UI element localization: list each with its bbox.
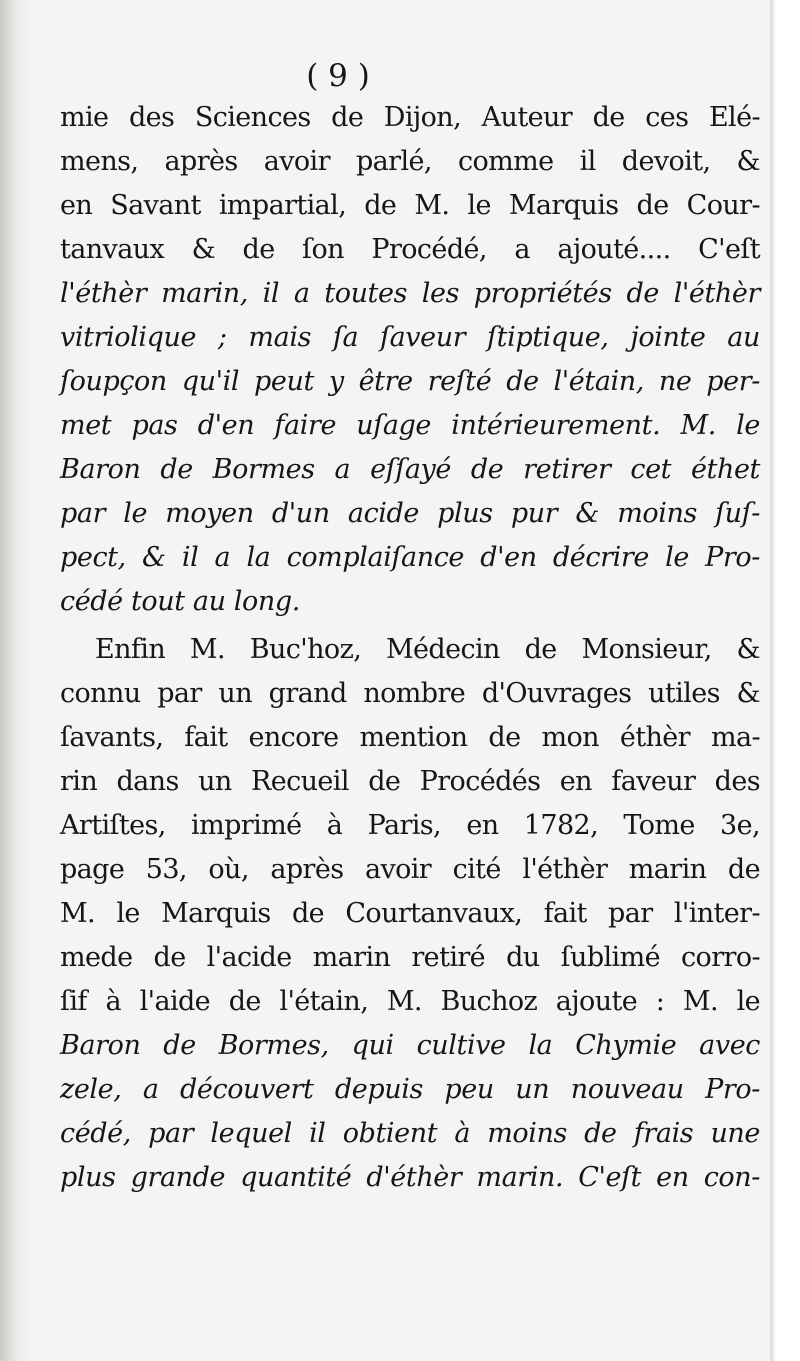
text-line: cédé, par lequel il obtient à moins de frais une [60,1118,760,1149]
text-line: connu par un grand nombre d'Ouvrages utiles & [60,678,760,709]
text-line: page 53, où, après avoir cité l'éthèr marin de [60,854,760,885]
text-line: rin dans un Recueil de Procédés en faveur des [60,766,760,797]
text-line: ſavants, fait encore mention de mon éthèr ma- [60,722,760,753]
text-line: tanvaux & de ſon Procédé, a ajouté.... C'eſt [60,234,760,265]
text-line: M. le Marquis de Courtanvaux, fait par l'inter- [60,898,760,929]
text-line: mede de l'acide marin retiré du ſublimé corro- [60,942,760,973]
page-number: ( 9 ) [306,58,370,94]
text-line: mens, après avoir parlé, comme il devoit, & [60,146,760,177]
text-line: Baron de Bormes, qui cultive la Chymie avec [60,1030,760,1061]
text-line: en Savant impartial, de M. le Marquis de Cour- [60,190,760,221]
text-line: pect, & il a la complaiſance d'en décrire le Pro- [60,542,760,573]
text-line: Artiſtes, imprimé à Paris, en 1782, Tome 3e, [60,810,760,841]
text-line: mie des Sciences de Dijon, Auteur de ces Elé- [60,102,760,133]
text-line: Baron de Bormes a eſſayé de retirer cet éthet [60,454,760,485]
text-line: l'éthèr marin, il a toutes les propriétés de l'éthèr [60,278,760,309]
page-edge [770,0,800,1361]
text-line: par le moyen d'un acide plus pur & moins ſuſ- [60,498,760,529]
text-line: met pas d'en faire uſage intérieurement. M. le [60,410,760,441]
text-line: ſif à l'aide de l'étain, M. Buchoz ajoute : M. le [60,986,760,1017]
paragraph-start-line: Enfin M. Buc'hoz, Médecin de Monsieur, & [95,634,760,665]
text-line: cédé tout au long. [60,586,300,617]
text-line: zele, a découvert depuis peu un nouveau Pro- [60,1074,760,1105]
text-line: ſoupçon qu'il peut y être reſté de l'étain, ne per- [60,366,760,397]
text-line: vitriolique ; mais ſa ſaveur ſtiptique, jointe au [60,322,760,353]
text-line: plus grande quantité d'éthèr marin. C'eſt en con- [60,1162,760,1193]
